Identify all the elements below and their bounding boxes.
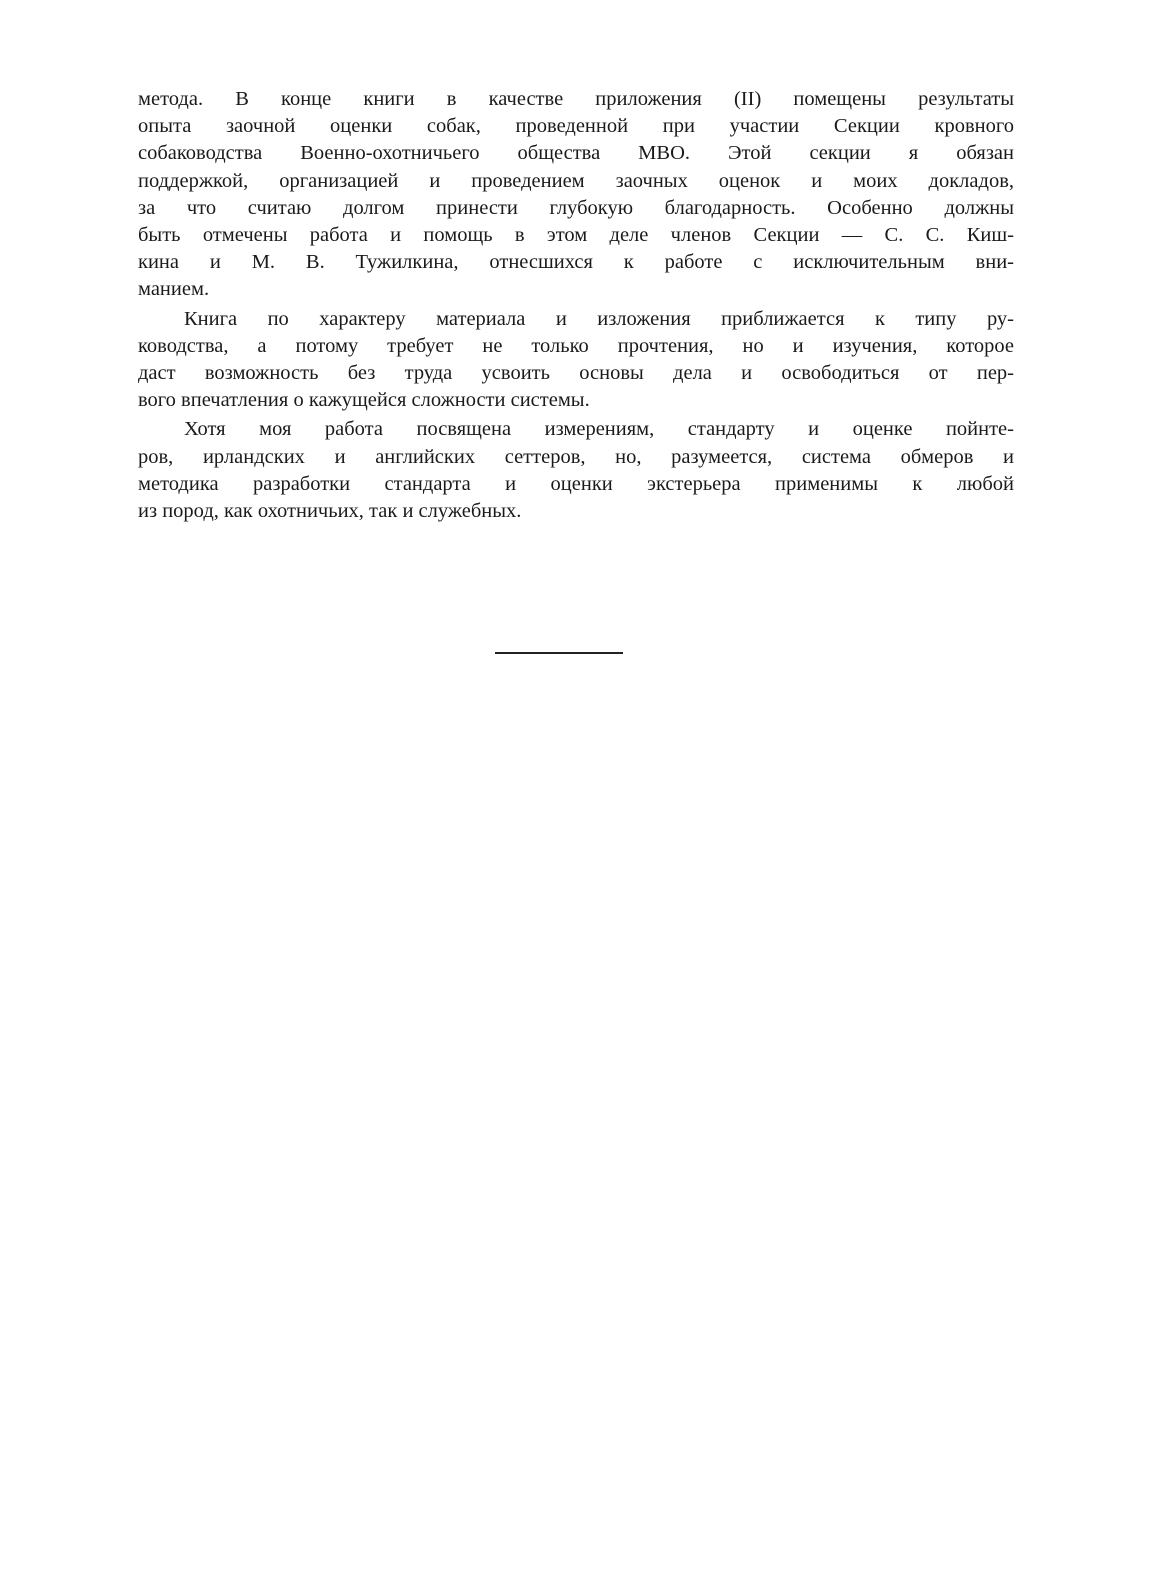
text-line: даст возможность без труда усвоить основы дела и освободиться от пер- <box>138 362 1014 385</box>
text-line: ров, ирландских и английских сеттеров, но, разумеется, система обмеров и <box>138 445 1014 468</box>
paragraph-1 <box>138 86 1014 304</box>
text-line: вого впечатления о кажущейся сложности системы. <box>138 389 590 412</box>
text-line: Книга по характеру материала и изложения приближается к типу ру- <box>184 307 1014 330</box>
text-line: кина и М. В. Тужилкина, отнесшихся к работе с исключительным вни- <box>138 251 1014 274</box>
text-line: собаководства Военно-охотничьего общества МВО. Этой секции я обязан <box>138 142 1014 165</box>
text-line: манием. <box>138 278 210 301</box>
paragraph-2 <box>138 306 1014 415</box>
text-line: ководства, а потому требует не только прочтения, но и изучения, которое <box>138 334 1014 357</box>
text-line: методика разработки стандарта и оценки экстерьера применимы к любой <box>138 472 1014 495</box>
text-line: быть отмечены работа и помощь в этом деле членов Секции — С. С. Киш- <box>138 224 1014 247</box>
text-line: опыта заочной оценки собак, проведенной при участии Секции кровного <box>138 115 1014 138</box>
text-line: поддержкой, организацией и проведением заочных оценок и моих докладов, <box>138 169 1014 192</box>
body-text <box>138 86 1014 525</box>
paragraph-3 <box>138 416 1014 525</box>
text-line: Хотя моя работа посвящена измерениям, стандарту и оценке пойнте- <box>184 418 1014 441</box>
section-end-rule <box>495 652 623 654</box>
text-line: из пород, как охотничьих, так и служебных. <box>138 500 522 523</box>
text-line: метода. В конце книги в качестве приложения (II) помещены результаты <box>138 88 1014 110</box>
text-line: за что считаю долгом принести глубокую благодарность. Особенно должны <box>138 196 1014 219</box>
